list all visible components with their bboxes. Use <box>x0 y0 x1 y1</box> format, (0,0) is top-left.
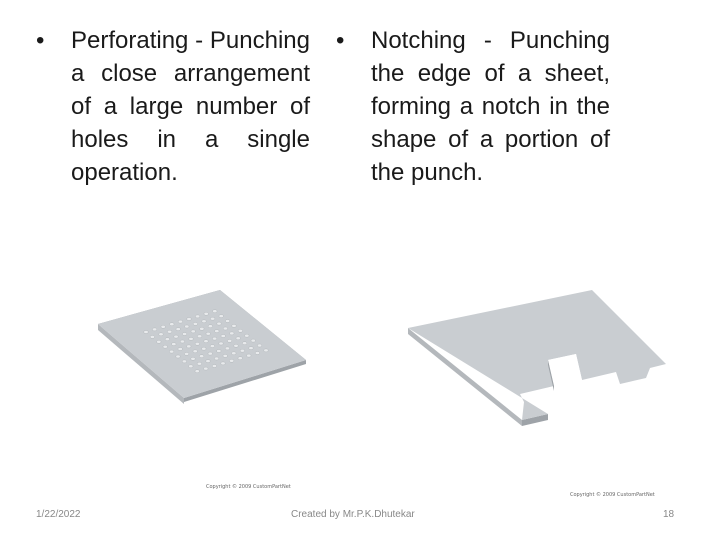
bullet-glyph: • <box>336 27 345 54</box>
perforation-hole <box>189 337 193 340</box>
perforation-hole <box>213 310 217 313</box>
perforation-hole <box>178 320 182 323</box>
perforation-hole <box>210 345 214 348</box>
perforation-hole <box>197 362 201 365</box>
perforation-hole <box>169 350 173 353</box>
perforation-hole <box>178 348 182 351</box>
perforation-hole <box>223 327 227 330</box>
perforation-hole <box>167 330 171 333</box>
perforation-hole <box>204 340 208 343</box>
perforation-hole <box>204 312 208 315</box>
perforation-hole <box>223 354 227 357</box>
perforation-hole <box>191 357 195 360</box>
footer-date: 1/22/2022 <box>36 509 81 520</box>
perforation-hole <box>251 339 255 342</box>
perforation-hole <box>221 362 225 365</box>
perforation-hole <box>170 323 174 326</box>
perforation-hole <box>264 349 268 352</box>
perforation-hole <box>234 344 238 347</box>
perforation-hole <box>199 355 203 358</box>
bullet-glyph: • <box>36 27 45 54</box>
perforation-hole <box>221 335 225 338</box>
perforated-sheet-illustration <box>96 288 308 408</box>
perforation-hole <box>245 334 249 337</box>
perforation-hole <box>212 365 216 368</box>
left-image-copyright: Copyright © 2009 CustomPartNet <box>206 484 291 490</box>
perforation-hole <box>193 322 197 325</box>
perforation-hole <box>172 343 176 346</box>
perforation-hole <box>195 370 199 373</box>
perforation-hole <box>229 359 233 362</box>
perforation-hole <box>195 342 199 345</box>
perforation-hole <box>187 318 191 321</box>
perforation-hole <box>195 315 199 318</box>
perforation-hole <box>217 350 221 353</box>
notching-bullet-item <box>336 24 610 189</box>
perforation-hole <box>232 324 236 327</box>
perforation-hole <box>161 325 165 328</box>
perforation-hole <box>191 330 195 333</box>
perforation-hole <box>242 342 246 345</box>
perforation-hole <box>200 327 204 330</box>
perforation-hole <box>219 342 223 345</box>
perforating-text-block <box>36 24 310 189</box>
perforation-hole <box>165 338 169 341</box>
footer-author: Created by Mr.P.K.Dhutekar <box>291 509 415 520</box>
perforation-hole <box>202 347 206 350</box>
perforation-hole <box>247 354 251 357</box>
perforation-hole <box>219 315 223 318</box>
perforation-hole <box>185 325 189 328</box>
perforated-sheet-top <box>98 290 306 398</box>
perforation-hole <box>150 335 154 338</box>
perforation-hole <box>180 340 184 343</box>
perforation-hole <box>217 322 221 325</box>
perforation-hole <box>159 333 163 336</box>
perforation-hole <box>202 320 206 323</box>
perforation-hole <box>176 355 180 358</box>
perforation-hole <box>255 352 259 355</box>
notched-sheet-illustration <box>404 288 666 428</box>
perforation-hole <box>189 365 193 368</box>
perforation-hole <box>240 349 244 352</box>
perforation-hole <box>225 347 229 350</box>
notching-text-block <box>336 24 610 189</box>
perforation-hole <box>225 320 229 323</box>
perforation-hole <box>152 328 156 331</box>
perforation-hole <box>238 357 242 360</box>
perforation-hole <box>176 328 180 331</box>
perforation-hole <box>230 332 234 335</box>
perforation-hole <box>204 367 208 370</box>
perforation-hole <box>215 330 219 333</box>
perforation-hole <box>206 360 210 363</box>
perforation-hole <box>197 335 201 338</box>
perforation-hole <box>182 360 186 363</box>
perforation-hole <box>174 335 178 338</box>
perforation-hole <box>157 340 161 343</box>
perforation-hole <box>249 347 253 350</box>
perforation-hole <box>227 339 231 342</box>
perforation-hole <box>163 345 167 348</box>
perforating-bullet-item <box>36 24 310 189</box>
perforation-hole <box>212 337 216 340</box>
perforating-description: Perforating - Punching a close arrangement of a large number of holes in a single operation. <box>71 27 310 186</box>
perforation-hole <box>184 352 188 355</box>
perforation-hole <box>182 333 186 336</box>
perforation-hole <box>208 325 212 328</box>
perforation-hole <box>193 350 197 353</box>
perforation-hole <box>232 352 236 355</box>
perforation-hole <box>214 357 218 360</box>
perforation-hole <box>208 352 212 355</box>
notched-sheet-top <box>408 290 666 420</box>
perforation-hole <box>257 344 261 347</box>
perforation-hole <box>210 317 214 320</box>
perforation-hole <box>187 345 191 348</box>
right-image-copyright: Copyright © 2009 CustomPartNet <box>570 492 655 498</box>
perforation-hole <box>144 331 148 334</box>
perforation-hole <box>236 337 240 340</box>
notching-description: Notching - Punching the edge of a sheet, forming a notch in the shape of a portion of the punch. <box>371 27 610 186</box>
perforation-hole <box>206 332 210 335</box>
footer-page-number: 18 <box>663 509 675 520</box>
perforation-hole <box>238 329 242 332</box>
